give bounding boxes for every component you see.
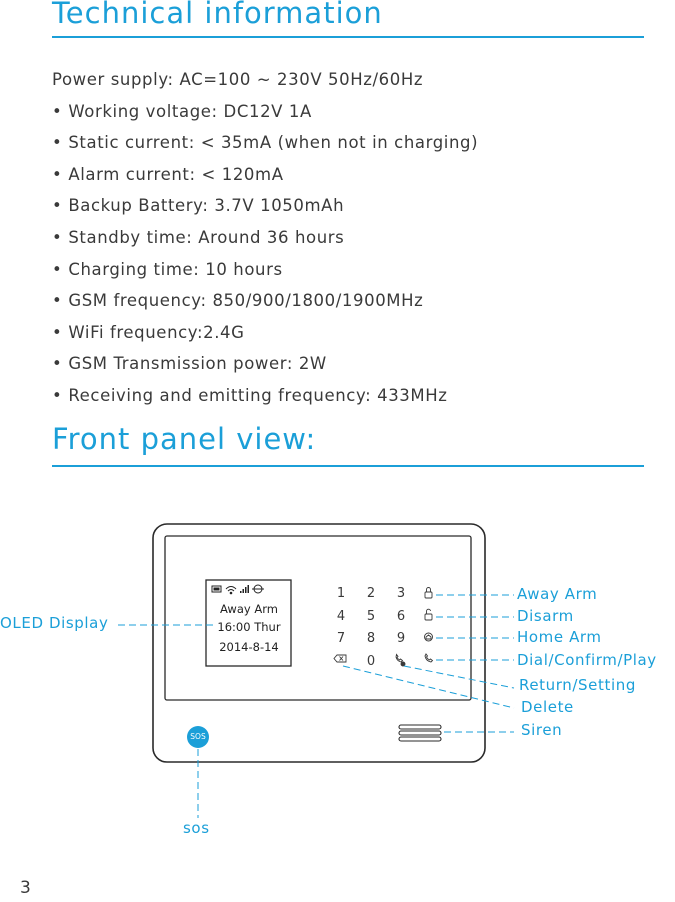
key-3[interactable]: 3 (396, 586, 406, 601)
home-arm-key-icon (425, 633, 433, 641)
key-5[interactable]: 5 (366, 609, 376, 624)
leader-delete (343, 666, 514, 708)
callout-delete: Delete (521, 698, 574, 716)
oled-date: 2014-8-14 (219, 640, 279, 654)
delete-key-icon (334, 655, 346, 662)
gsm-icon (252, 585, 264, 593)
spec-item: • Charging time: 10 hours (52, 254, 478, 286)
spec-item: • Working voltage: DC12V 1A (52, 96, 478, 128)
key-0[interactable]: 0 (366, 654, 376, 669)
key-2[interactable]: 2 (366, 586, 376, 601)
section-title-technical: Technical information (52, 0, 383, 30)
spec-item: • GSM Transmission power: 2W (52, 348, 478, 380)
spec-item: • Receiving and emitting frequency: 433MHz (52, 380, 478, 412)
oled-mode: Away Arm (220, 602, 278, 616)
oled-content (212, 600, 286, 662)
page-number: 3 (20, 878, 31, 898)
spec-item: • Backup Battery: 3.7V 1050mAh (52, 190, 478, 222)
oled-time: 16:00 Thur (217, 620, 281, 634)
device-housing (153, 524, 485, 762)
callout-home-arm: Home Arm (517, 628, 602, 646)
spec-item: • Static current: < 35mA (when not in charging) (52, 127, 478, 159)
siren-grille (399, 725, 441, 741)
spec-item: • Standby time: Around 36 hours (52, 222, 478, 254)
key-4[interactable]: 4 (336, 609, 346, 624)
key-9[interactable]: 9 (396, 631, 406, 646)
sos-button-label: SOS (190, 732, 206, 741)
callout-disarm: Disarm (517, 607, 574, 625)
away-arm-key-icon (425, 588, 432, 599)
signal-bars-icon (240, 585, 249, 593)
spec-item: • WiFi frequency:2.4G (52, 317, 478, 349)
spec-item: • GSM frequency: 850/900/1800/1900MHz (52, 285, 478, 317)
section-title-front-panel: Front panel view: (52, 422, 317, 456)
callout-siren: Siren (521, 721, 563, 739)
key-1[interactable]: 1 (336, 586, 346, 601)
spec-item: • Alarm current: < 120mA (52, 159, 478, 191)
key-7[interactable]: 7 (336, 631, 346, 646)
return-key-icon (396, 655, 405, 667)
key-8[interactable]: 8 (366, 631, 376, 646)
callout-sos: sos (183, 819, 210, 837)
spec-power-supply: Power supply: AC=100 ~ 230V 50Hz/60Hz (52, 70, 424, 89)
dial-key-icon (425, 654, 433, 662)
callout-dial: Dial/Confirm/Play (517, 651, 657, 669)
battery-icon (212, 586, 221, 592)
callout-return: Return/Setting (519, 676, 636, 694)
disarm-key-icon (425, 609, 432, 620)
callout-oled: OLED Display (0, 614, 109, 632)
key-6[interactable]: 6 (396, 609, 406, 624)
wifi-icon (226, 587, 236, 594)
callout-away-arm: Away Arm (517, 585, 598, 603)
